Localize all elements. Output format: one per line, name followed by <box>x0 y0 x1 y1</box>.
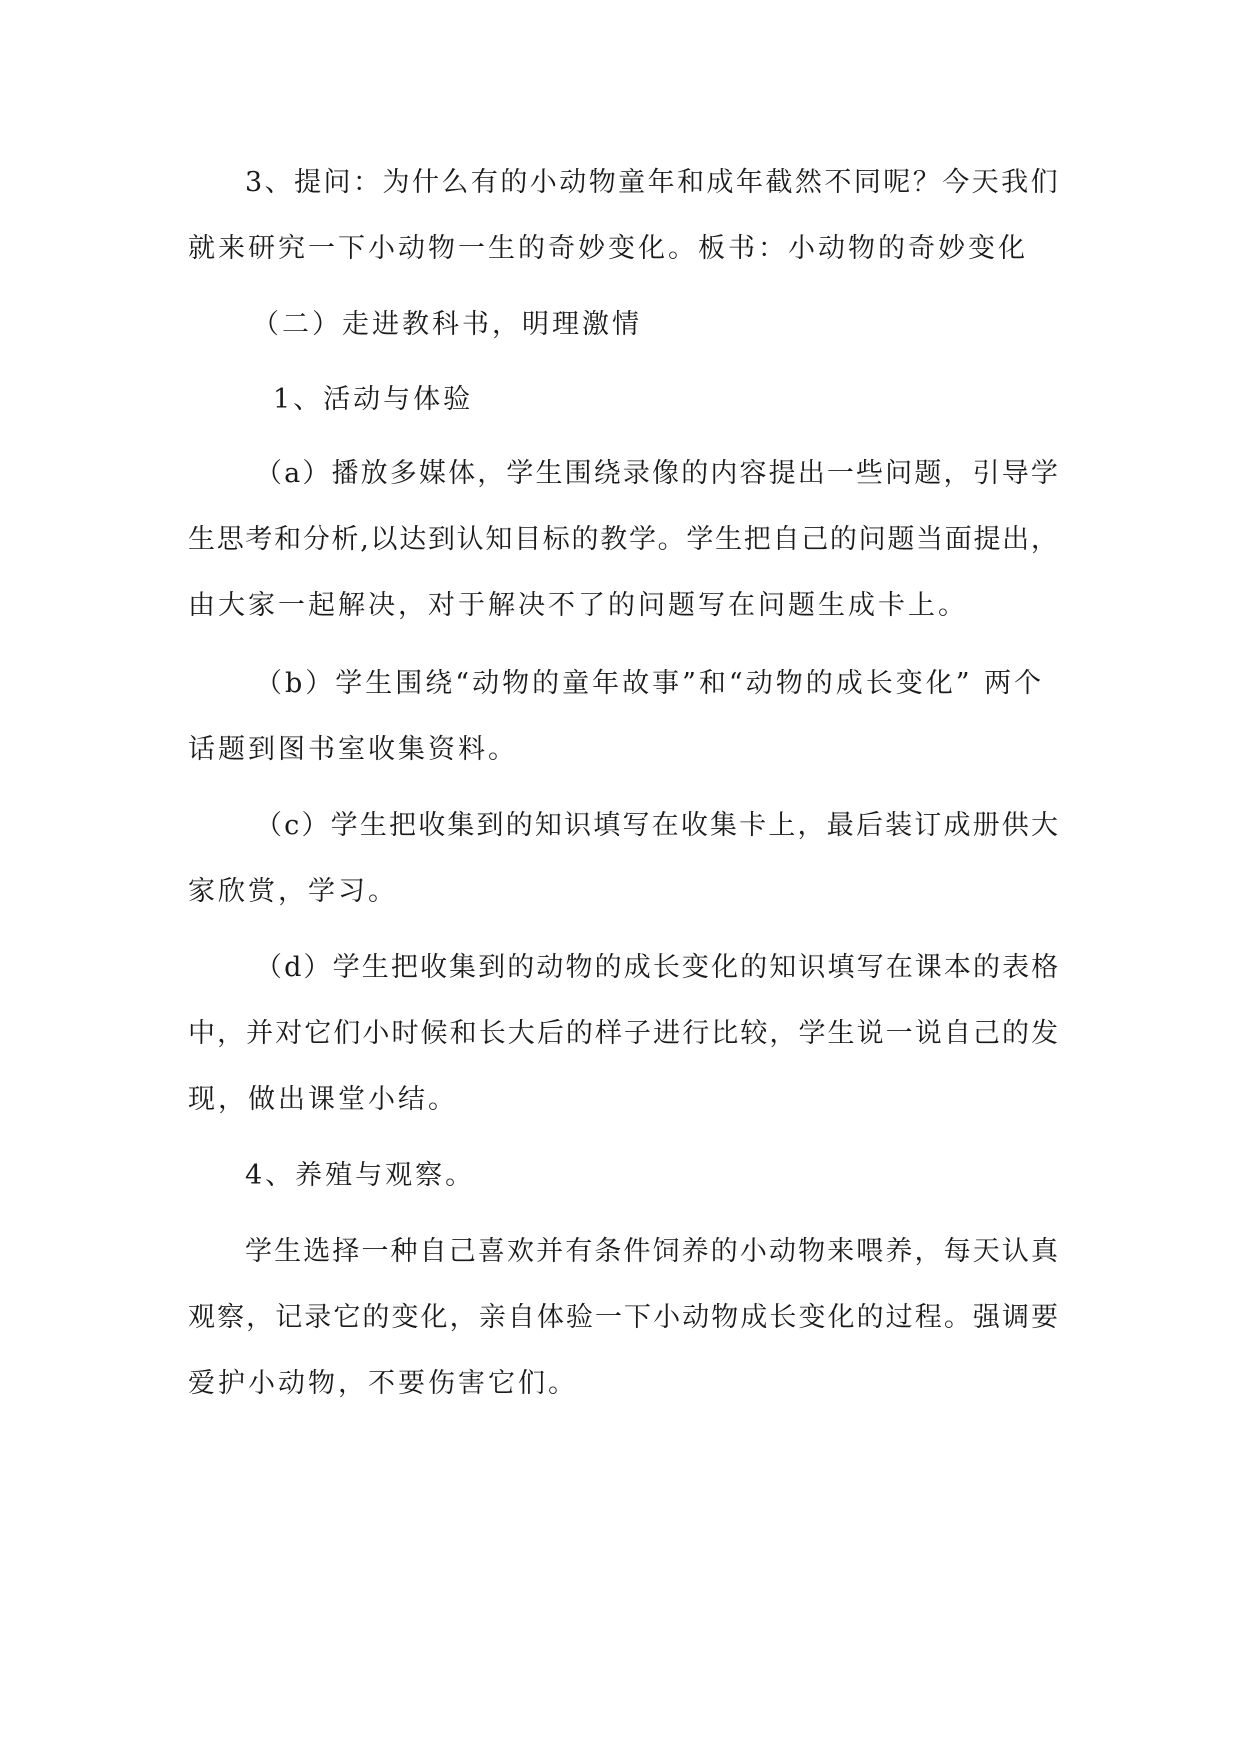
paragraph-line: 中，并对它们小时候和长大后的样子进行比较，学生说一说自己的发 <box>188 1018 1061 1049</box>
paragraph-line: 话题到图书室收集资料。 <box>188 734 518 765</box>
paragraph-line: （a）播放多媒体，学生围绕录像的内容提出一些问题，引导学 <box>255 458 1061 489</box>
paragraph-line: 现，做出课堂小结。 <box>188 1084 458 1115</box>
subsection-heading: 1、活动与体验 <box>273 384 474 415</box>
paragraph-line: 由大家一起解决，对于解决不了的问题写在问题生成卡上。 <box>188 590 968 621</box>
subsection-heading: 4、养殖与观察。 <box>245 1160 476 1191</box>
paragraph-line: 3、提问：为什么有的小动物童年和成年截然不同呢？今天我们 <box>245 167 1061 198</box>
paragraph-line: 生思考和分析,以达到认知目标的教学。学生把自己的问题当面提出， <box>188 524 1060 555</box>
paragraph-line: 观察，记录它的变化，亲自体验一下小动物成长变化的过程。强调要 <box>188 1302 1061 1333</box>
paragraph-line: 家欣赏，学习。 <box>188 876 398 907</box>
paragraph-line: 爱护小动物，不要伤害它们。 <box>188 1368 578 1399</box>
paragraph-line: 就来研究一下小动物一生的奇妙变化。板书：小动物的奇妙变化 <box>188 233 1028 264</box>
paragraph-line: （c）学生把收集到的知识填写在收集卡上，最后装订成册供大 <box>255 810 1061 841</box>
section-heading: （二）走进教科书，明理激情 <box>252 309 642 340</box>
paragraph-line: （d）学生把收集到的动物的成长变化的知识填写在课本的表格 <box>255 952 1061 983</box>
paragraph-line: （b）学生围绕“动物的童年故事”和“动物的成长变化” 两个 <box>255 668 1045 699</box>
paragraph-line: 学生选择一种自己喜欢并有条件饲养的小动物来喂养，每天认真 <box>245 1236 1061 1267</box>
